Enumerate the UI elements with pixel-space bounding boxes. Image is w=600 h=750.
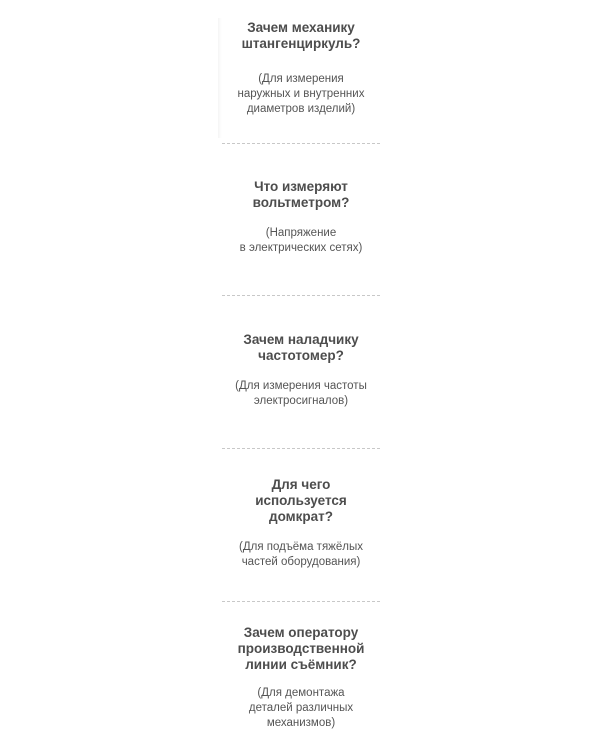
card-question: Зачем наладчику частотомер? [243, 332, 359, 363]
dashed-cut-line [222, 143, 380, 144]
quiz-card [222, 625, 380, 731]
card-answer: (Для демонтажа деталей различных механизмов) [248, 687, 354, 729]
quiz-card [222, 477, 380, 570]
quiz-card [222, 179, 380, 256]
card-question: Что измеряют вольтметром? [252, 179, 350, 210]
dashed-cut-line [222, 448, 380, 449]
dashed-cut-line [222, 601, 380, 602]
card-answer: (Для подъёма тяжёлых частей оборудования) [239, 541, 363, 568]
quiz-card-column [222, 0, 380, 750]
card-question: Зачем механику штангенциркуль? [241, 20, 361, 51]
card-answer: (Для измерения наружных и внутренних диаметров изделий) [237, 73, 365, 115]
card-answer: (Для измерения частоты электросигналов) [235, 380, 367, 407]
dashed-cut-line [222, 295, 380, 296]
quiz-card [222, 20, 380, 117]
card-question: Для чего используется домкрат? [255, 477, 347, 524]
card-question: Зачем оператору производственной линии съёмник? [237, 625, 365, 672]
card-answer: (Напряжение в электрических сетях) [239, 227, 363, 254]
quiz-card [222, 332, 380, 409]
